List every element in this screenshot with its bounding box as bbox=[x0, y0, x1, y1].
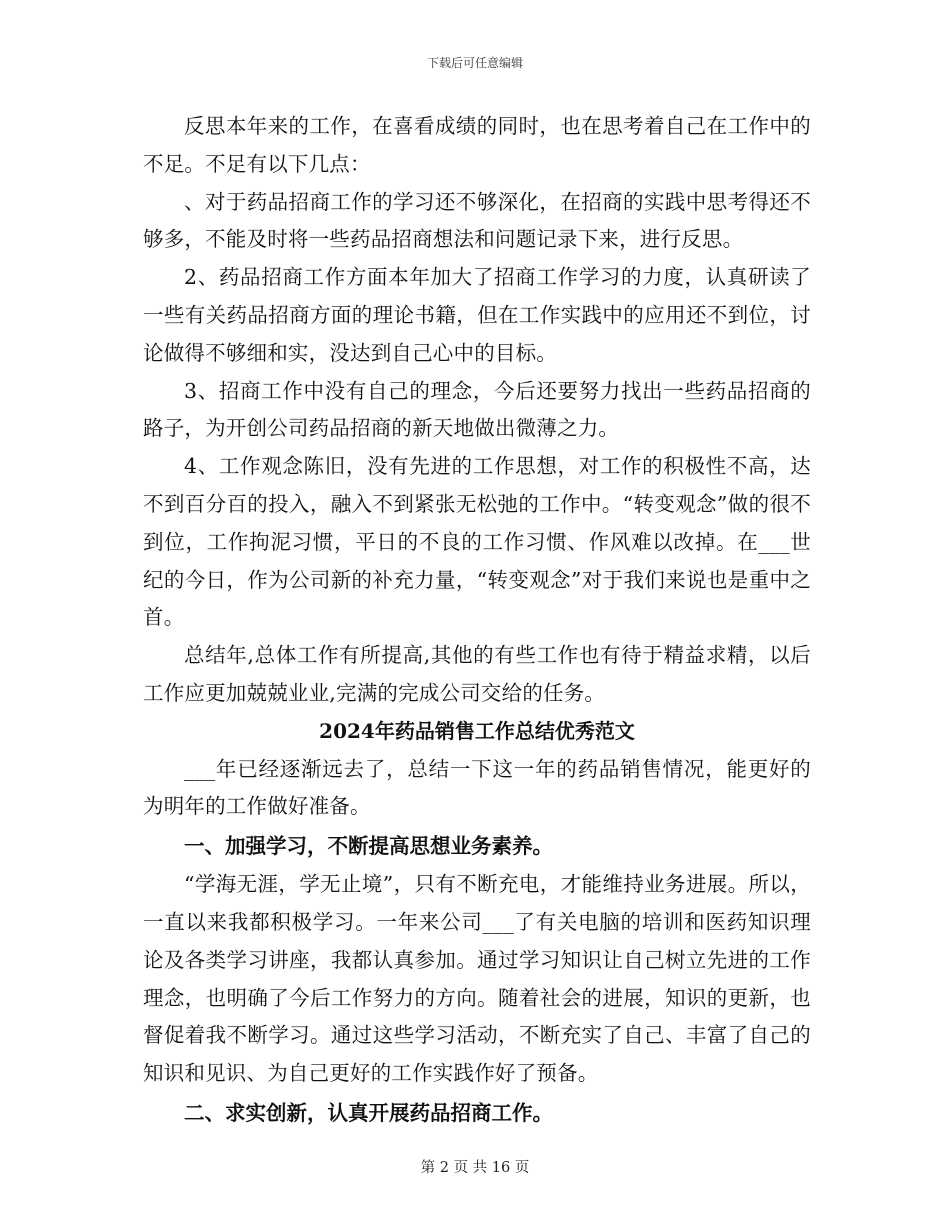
section-title: 2024年药品销售工作总结优秀范文 bbox=[319, 718, 635, 743]
page-number: 第 2 页 共 16 页 bbox=[420, 1160, 530, 1176]
heading-study: 一、加强学习，不断提高思想业务素养。 bbox=[184, 834, 553, 859]
paragraph-summary: 总结年,总体工作有所提高,其他的有些工作也有待于精益求精，以后工作应更加兢兢业业,完满的完成公司交给的任务。 bbox=[143, 643, 811, 705]
paragraph-intro: ___年已经逐渐远去了，总结一下这一年的药品销售情况，能更好的为明年的工作做好准备。 bbox=[143, 756, 811, 819]
paragraph-study: “学海无涯，学无止境”，只有不断充电，才能维持业务进展。所以，一直以来我都积极学习。一年来公司___了有关电脑的培训和医药知识理论及各类学习讲座，我都认真参加。通过学习知识让自己树立先进的工作理念，也明确了今后工作努力的方向。随着社会的进展，知识的更新，也督促着我不断学习。通过这些学习活动，不断充实了自己、丰富了自己的知识和见识、为自己更好的工作实践作好了预备。 bbox=[143, 872, 811, 1086]
document-body bbox=[143, 108, 811, 1133]
paragraph-point-2: 2、药品招商工作方面本年加大了招商工作学习的力度，认真研读了一些有关药品招商方面的理论书籍，但在工作实践中的应用还不到位，讨论做得不够细和实，没达到自己心中的目标。 bbox=[143, 265, 811, 365]
paragraph-point-4: 4、工作观念陈旧，没有先进的工作思想，对工作的积极性不高，达不到百分百的投入，融入不到紧张无松弛的工作中。“转变观念”做的很不到位，工作拘泥习惯，平日的不良的工作习惯、作风难以改掉。在___世纪的今日，作为公司新的补充力量，“转变观念”对于我们来说也是重中之首。 bbox=[143, 454, 811, 630]
heading-innovation: 二、求实创新，认真开展药品招商工作。 bbox=[184, 1100, 553, 1125]
paragraph-point-3: 3、招商工作中没有自己的理念，今后还要努力找出一些药品招商的路子，为开创公司药品招商的新天地做出微薄之力。 bbox=[143, 378, 811, 441]
paragraph-reflection: 反思本年来的工作，在喜看成绩的同时，也在思考着自己在工作中的不足。不足有以下几点： bbox=[143, 114, 811, 176]
paragraph-point-1: 、对于药品招商工作的学习还不够深化，在招商的实践中思考得还不够多，不能及时将一些药品招商想法和问题记录下来，进行反思。 bbox=[143, 189, 811, 252]
page-header-note: 下载后可任意编辑 bbox=[426, 56, 523, 70]
